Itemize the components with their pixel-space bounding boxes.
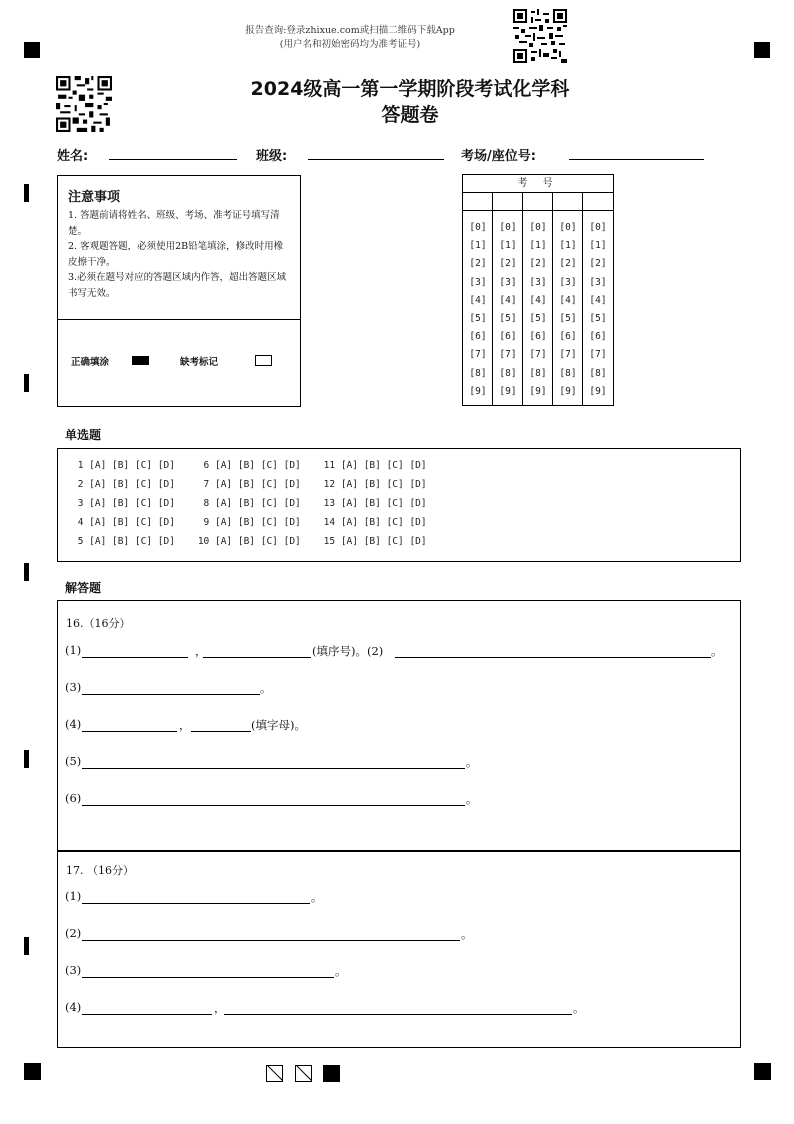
- notice-box: [57, 175, 301, 407]
- single-choice-box: [57, 448, 741, 562]
- exam-digit-bubble[interactable]: [8]: [499, 367, 517, 379]
- q16-fill-sequence-note: (填序号)。(2): [312, 644, 384, 658]
- exam-digit-bubble[interactable]: [6]: [499, 331, 517, 343]
- exam-digit-column: [463, 219, 493, 401]
- absent-mark-label: 缺考标记: [180, 357, 219, 368]
- exam-digit-bubble[interactable]: [1]: [529, 240, 547, 252]
- exam-digit-bubble[interactable]: [2]: [529, 258, 547, 270]
- class-label: 班级:: [256, 149, 288, 164]
- choice-row-1[interactable]: 1 [A] [B] [C] [D] 6 [A] [B] [C] [D] 11 [A] [B] [C] [D]: [72, 460, 427, 471]
- q16-part-4-blank-b[interactable]: [191, 718, 251, 732]
- exam-digit-bubble[interactable]: [7]: [469, 349, 487, 361]
- correct-fill-sample: [132, 356, 149, 365]
- exam-digit-bubble[interactable]: [2]: [499, 258, 517, 270]
- exam-digit-bubble[interactable]: [7]: [589, 349, 607, 361]
- exam-digit-bubble[interactable]: [4]: [499, 294, 517, 306]
- qr-code-header[interactable]: [56, 76, 112, 132]
- choice-row-2[interactable]: 2 [A] [B] [C] [D] 7 [A] [B] [C] [D] 12 [A] [B] [C] [D]: [72, 479, 427, 490]
- registration-mark-bottom-left: [24, 1063, 41, 1080]
- exam-digit-bubble[interactable]: [3]: [589, 276, 607, 288]
- exam-digit-bubble[interactable]: [9]: [499, 385, 517, 397]
- choice-row-4[interactable]: 4 [A] [B] [C] [D] 9 [A] [B] [C] [D] 14 [A] [B] [C] [D]: [72, 517, 427, 528]
- q16-part-2-period: 。: [711, 644, 723, 658]
- exam-digit-column: [493, 219, 523, 401]
- q17-part-3-label: (3): [65, 963, 82, 977]
- exam-digit-bubble[interactable]: [7]: [559, 349, 577, 361]
- question-16-heading: 16.（16分）: [66, 617, 131, 630]
- question-16-box: [57, 600, 741, 852]
- q17-part-4-label: (4): [65, 1000, 82, 1014]
- side-mark-2: [24, 374, 29, 392]
- q16-part-3-label: (3): [65, 680, 82, 694]
- q16-part-5-period: 。: [466, 755, 478, 769]
- exam-number-cell-2[interactable]: [493, 193, 523, 210]
- q16-fill-letter-note: (填字母)。: [251, 718, 306, 732]
- notice-items: [68, 208, 292, 301]
- exam-digit-bubble[interactable]: [7]: [529, 349, 547, 361]
- q16-part-6-label: (6): [65, 791, 82, 805]
- exam-number-cell-3[interactable]: [523, 193, 553, 210]
- page-marker-filled: [323, 1065, 340, 1082]
- correct-fill-label: 正确填涂: [71, 357, 110, 368]
- exam-digit-bubble[interactable]: [8]: [589, 367, 607, 379]
- report-query-note: [190, 24, 510, 52]
- exam-digit-bubble[interactable]: [4]: [589, 294, 607, 306]
- exam-digit-bubble[interactable]: [9]: [589, 385, 607, 397]
- page-marker-crossed-1: [266, 1065, 283, 1082]
- exam-digit-bubble[interactable]: [1]: [469, 240, 487, 252]
- exam-digit-column: [523, 219, 553, 401]
- report-query-line2: (用户名和初始密码均为准考证号): [279, 39, 421, 50]
- side-mark-3: [24, 563, 29, 581]
- report-query-line1: 报告查询:登录zhixue.com或扫描二维码下载App: [245, 25, 455, 36]
- exam-number-box: [462, 174, 614, 406]
- q17-part-1-label: (1): [65, 889, 82, 903]
- exam-number-title: 考 号: [463, 175, 613, 193]
- q16-part-5-blank[interactable]: [82, 755, 465, 769]
- notice-title: 注意事项: [68, 190, 121, 205]
- notice-divider: [58, 319, 300, 320]
- q17-part-2-period: 。: [461, 927, 473, 941]
- question-17-box: [57, 850, 741, 1048]
- exam-title: [200, 76, 620, 128]
- answer-section-label: 解答题: [65, 581, 102, 595]
- exam-digit-bubble[interactable]: [8]: [529, 367, 547, 379]
- exam-digit-bubble[interactable]: [4]: [559, 294, 577, 306]
- q16-part-2-blank[interactable]: [395, 644, 711, 658]
- q17-part-4-blank-a[interactable]: [82, 1001, 212, 1015]
- q17-part-3-period: 。: [335, 964, 347, 978]
- notice-item-2: 2. 客观题答题，必须使用2B铅笔填涂，修改时用橡皮擦干净。: [68, 241, 284, 268]
- exam-digit-bubble[interactable]: [3]: [469, 276, 487, 288]
- exam-digit-bubble[interactable]: [4]: [529, 294, 547, 306]
- exam-digit-column: [553, 219, 583, 401]
- exam-digit-bubble[interactable]: [1]: [559, 240, 577, 252]
- side-mark-1: [24, 184, 29, 202]
- q17-part-2-blank[interactable]: [82, 927, 460, 941]
- exam-digit-bubble[interactable]: [4]: [469, 294, 487, 306]
- q17-part-2-label: (2): [65, 926, 82, 940]
- exam-digit-bubble[interactable]: [0]: [589, 222, 607, 233]
- exam-digit-bubble[interactable]: [5]: [469, 313, 487, 325]
- exam-number-cell-5[interactable]: [583, 193, 613, 210]
- seat-label: 考场/座位号:: [461, 149, 536, 164]
- q16-part-5-label: (5): [65, 754, 82, 768]
- exam-digit-bubble[interactable]: [8]: [559, 367, 577, 379]
- q16-part-3-period: 。: [260, 681, 272, 695]
- side-mark-5: [24, 937, 29, 955]
- q17-part-3-blank[interactable]: [82, 964, 334, 978]
- exam-title-line1: 2024级高一第一学期阶段考试化学科: [250, 78, 570, 100]
- exam-digit-bubble[interactable]: [9]: [469, 385, 487, 397]
- exam-digit-bubble[interactable]: [6]: [589, 331, 607, 343]
- registration-mark-bottom-right: [754, 1063, 771, 1080]
- q16-part-3-blank[interactable]: [82, 681, 260, 695]
- exam-digit-bubble[interactable]: [3]: [529, 276, 547, 288]
- exam-digit-column: [583, 219, 613, 401]
- exam-digit-bubble[interactable]: [1]: [499, 240, 517, 252]
- exam-digit-bubble[interactable]: [0]: [499, 222, 517, 233]
- exam-digit-bubble[interactable]: [5]: [499, 313, 517, 325]
- exam-digit-bubble[interactable]: [9]: [559, 385, 577, 397]
- exam-digit-bubble[interactable]: [0]: [559, 222, 577, 233]
- exam-digit-bubble[interactable]: [6]: [529, 331, 547, 343]
- exam-digit-bubble[interactable]: [5]: [529, 313, 547, 325]
- q17-part-4-period: 。: [573, 1001, 585, 1015]
- question-17-heading: 17. （16分）: [66, 864, 134, 877]
- registration-mark-top-right: [754, 42, 770, 58]
- exam-digit-bubble[interactable]: [2]: [469, 258, 487, 270]
- q16-part-4-blank-a[interactable]: [82, 718, 177, 732]
- exam-title-line2: 答题卷: [381, 104, 439, 126]
- q16-part-1-label: (1): [65, 643, 82, 657]
- side-mark-4: [24, 750, 29, 768]
- q17-part-4-comma: ，: [214, 1001, 226, 1015]
- exam-digit-bubble[interactable]: [7]: [499, 349, 517, 361]
- exam-digit-bubble[interactable]: [5]: [589, 313, 607, 325]
- registration-mark-top-left: [24, 42, 40, 58]
- notice-item-3: 3.必须在题号对应的答题区域内作答，超出答题区域书写无效。: [68, 272, 287, 299]
- name-field[interactable]: [109, 145, 237, 160]
- seat-field[interactable]: [569, 145, 704, 160]
- q16-part-1-blank-b[interactable]: [203, 644, 311, 658]
- exam-digit-bubble[interactable]: [6]: [559, 331, 577, 343]
- exam-digit-bubble[interactable]: [2]: [589, 258, 607, 270]
- q16-part-1-blank-a[interactable]: [82, 644, 188, 658]
- q16-part-4-comma: ，: [179, 718, 191, 732]
- exam-digit-bubble[interactable]: [9]: [529, 385, 547, 397]
- single-choice-label: 单选题: [65, 428, 102, 442]
- exam-digit-bubble[interactable]: [2]: [559, 258, 577, 270]
- qr-code-top[interactable]: [513, 9, 567, 63]
- q16-part-6-blank[interactable]: [82, 792, 465, 806]
- exam-digit-bubble[interactable]: [6]: [469, 331, 487, 343]
- q17-part-4-blank-b[interactable]: [224, 1001, 572, 1015]
- exam-digit-bubble[interactable]: [0]: [529, 222, 547, 233]
- name-label: 姓名:: [57, 149, 89, 164]
- q17-part-1-period: 。: [311, 890, 323, 904]
- exam-digit-bubble[interactable]: [0]: [469, 222, 487, 233]
- exam-digit-bubble[interactable]: [5]: [559, 313, 577, 325]
- q17-part-1-blank[interactable]: [82, 890, 310, 904]
- absent-mark-box[interactable]: [255, 355, 272, 366]
- exam-number-entry-cells: [463, 193, 613, 211]
- exam-digit-bubble[interactable]: [1]: [589, 240, 607, 252]
- notice-item-1: 1. 答题前请将姓名、班级、考场、准考证号填写清楚。: [68, 210, 280, 237]
- exam-digit-bubble[interactable]: [3]: [499, 276, 517, 288]
- exam-number-cell-4[interactable]: [553, 193, 583, 210]
- exam-digit-bubble[interactable]: [3]: [559, 276, 577, 288]
- choice-row-3[interactable]: 3 [A] [B] [C] [D] 8 [A] [B] [C] [D] 13 [A] [B] [C] [D]: [72, 498, 427, 509]
- student-info-row: [57, 145, 747, 165]
- q16-part-6-period: 。: [466, 792, 478, 806]
- exam-number-cell-1[interactable]: [463, 193, 493, 210]
- page-marker-crossed-2: [295, 1065, 312, 1082]
- q16-part-4-label: (4): [65, 717, 82, 731]
- choice-row-5[interactable]: 5 [A] [B] [C] [D] 10 [A] [B] [C] [D] 15 [A] [B] [C] [D]: [72, 536, 427, 547]
- q16-comma: ，: [195, 644, 207, 658]
- class-field[interactable]: [308, 145, 444, 160]
- exam-digit-bubble[interactable]: [8]: [469, 367, 487, 379]
